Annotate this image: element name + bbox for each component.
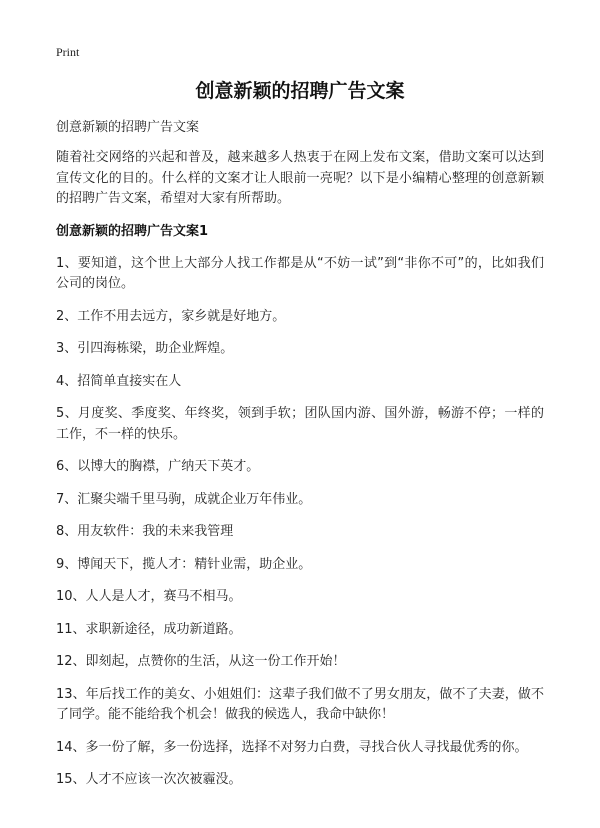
slogan-list bbox=[56, 254, 544, 791]
list-item: 10、人人是人才，赛马不相马。 bbox=[56, 589, 242, 604]
list-item: 4、招简单直接实在人 bbox=[56, 373, 182, 389]
list-item: 3、引四海栋梁，助企业辉煌。 bbox=[56, 341, 234, 356]
section-heading: 创意新颖的招聘广告文案1 bbox=[56, 223, 209, 239]
list-item: 6、以博大的胸襟，广纳天下英才。 bbox=[56, 459, 260, 474]
list-item: 13、年后找工作的美女、小姐姐们：这辈子我们做不了男女朋友，做不了夫妻，做不了同学。能不能给我个机会！做我的候选人，我命中缺你！ bbox=[56, 686, 544, 722]
intro-paragraph: 随着社交网络的兴起和普及，越来越多人热衷于在网上发布文案，借助文案可以达到宣传文化的目的。什么样的文案才让人眼前一亮呢？以下是小编精心整理的创意新颖的招聘广告文案，希望对大家有所帮助。 bbox=[56, 150, 544, 206]
list-item: 11、求职新途径，成功新道路。 bbox=[56, 621, 242, 637]
list-item: 15、人才不应该一次次被霾没。 bbox=[56, 772, 242, 787]
page-title: 创意新颖的招聘广告文案 bbox=[195, 80, 405, 102]
list-item: 14、多一份了解，多一份选择，选择不对努力白费，寻找合伙人寻找最优秀的你。 bbox=[56, 739, 528, 755]
list-item: 12、即刻起，点赞你的生活，从这一份工作开始！ bbox=[56, 654, 346, 669]
subtitle: 创意新颖的招聘广告文案 bbox=[56, 120, 200, 135]
list-item: 5、月度奖、季度奖、年终奖，领到手软；团队国内游、国外游，畅游不停；一样的工作，不一样的快乐。 bbox=[56, 406, 544, 442]
list-item: 1、要知道，这个世上大部分人找工作都是从“不妨一试”到“非你不可”的，比如我们公司的岗位。 bbox=[56, 255, 544, 291]
list-item: 2、工作不用去远方，家乡就是好地方。 bbox=[56, 308, 286, 324]
list-item: 9、博闻天下，揽人才：精针业需，助企业。 bbox=[56, 556, 312, 572]
list-item: 7、汇聚尖端千里马驹，成就企业万年伟业。 bbox=[56, 491, 312, 507]
print-label: Print bbox=[56, 45, 80, 59]
list-item: 8、用友软件：我的未来我管理 bbox=[56, 524, 234, 539]
